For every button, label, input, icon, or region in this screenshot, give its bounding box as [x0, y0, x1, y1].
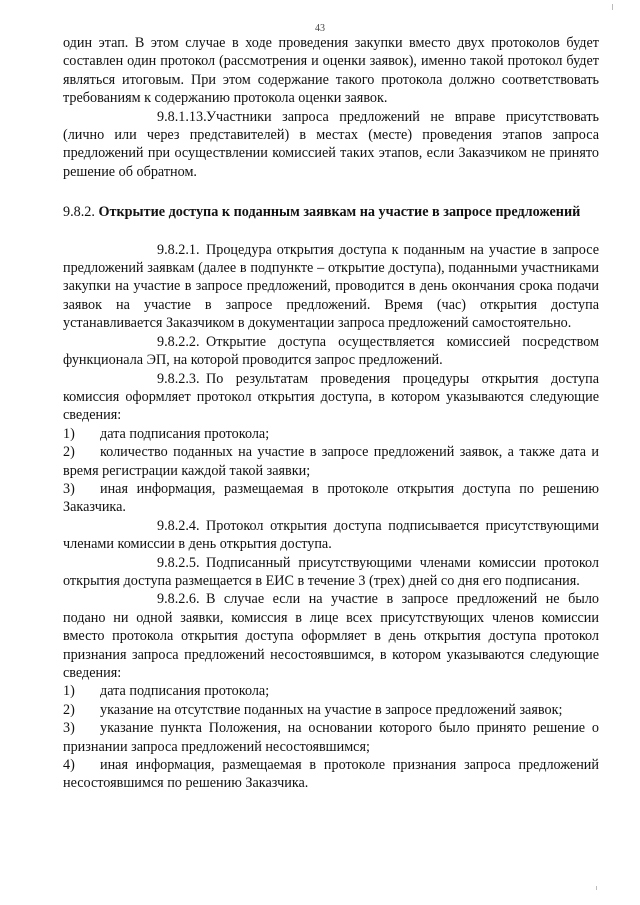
clause-number: 9.8.2.3. [157, 370, 200, 387]
list-item [63, 425, 599, 443]
list-text: указание на отсутствие поданных на участие в запросе предложений заявок; [100, 701, 563, 718]
list-item [63, 480, 599, 517]
paragraph-9-8-2-6 [63, 590, 599, 682]
list-number: 1) [63, 683, 75, 700]
list-text: иная информация, размещаемая в протоколе признания запроса предложений несостоявшимся по решению Заказчика. [63, 757, 599, 792]
list-number: 2) [63, 701, 75, 718]
clause-number: 9.8.1.13. [157, 108, 207, 125]
clause-text: В случае если на участие в запросе предложений не было подано ни одной заявки, комиссия в лице всех присутствующих членов комиссии вместо протокола открытия доступа оформляет в день открытия доступа протокол признания запроса предложений несостоявшимся, в котором указываются следующие сведения: [63, 591, 599, 681]
list-text: указание пункта Положения, на основании которого было принято решение о признании запроса предложений несостоявшимся; [63, 720, 599, 755]
page-number: 43 [315, 23, 325, 34]
paragraph-9-8-2-1 [63, 241, 599, 333]
paragraph-9-8-2-5 [63, 554, 599, 591]
clause-number: 9.8.2.6. [157, 591, 200, 608]
clause-text: Процедура открытия доступа к поданным на участие в запросе предложений заявкам (далее в подпункте – открытие доступа), поданными участниками закупки на участие в запросе предложений, проводится в день окончания срока подачи заявок на участие в запросе предложений. Время (час) открытия доступа устанавливается Заказчиком в документации запроса предложений самостоятельно. [63, 241, 599, 332]
clause-text: Подписанный присутствующими членами комиссии протокол открытия доступа размещается в ЕИС в течение 3 (трех) дней со дня его подписания. [63, 554, 599, 589]
paragraph-continuation: один этап. В этом случае в ходе проведения закупки вместо двух протоколов будет составлен один протокол (рассмотрения и оценки заявок), именно такой протокол будет являться итоговым. При этом содержание такого протокола должно соответствовать требованиям к содержанию протокола оценки заявок. [63, 35, 599, 107]
list-text: количество поданных на участие в запросе предложений заявок, а также дата и время регистрации каждой такой заявки; [63, 444, 599, 479]
clause-text: Протокол открытия доступа подписывается присутствующими членами комиссии в день открытия доступа. [63, 517, 599, 553]
list-text: дата подписания протокола; [100, 425, 270, 442]
clause-number: 9.8.2.1. [157, 241, 200, 258]
paragraph-9-8-2-2 [63, 333, 599, 370]
list-item [63, 443, 599, 480]
clause-text: Участники запроса предложений не вправе присутствовать (лично или через представителей) в местах (месте) проведения этапов запроса предложений при осуществлении комиссией таких этапов, если Заказчиком не принято решение об обратном. [63, 108, 599, 180]
list-number: 1) [63, 425, 75, 442]
clause-text: По результатам проведения процедуры открытия доступа комиссия оформляет протокол открытия доступа, в котором указываются следующие сведения: [63, 370, 599, 424]
list-item [63, 701, 599, 719]
clause-text: Открытие доступа осуществляется комиссией посредством функционала ЭП, на которой проводится запрос предложений. [63, 333, 599, 369]
list-text: дата подписания протокола; [100, 683, 270, 700]
paragraph-9-8-2-3 [63, 370, 599, 425]
list-number: 4) [63, 757, 75, 774]
heading-number: 9.8.2. [63, 204, 95, 221]
scan-mark [596, 886, 597, 890]
clause-number: 9.8.2.4. [157, 517, 200, 534]
list-number: 2) [63, 444, 75, 461]
document-body [63, 34, 599, 793]
list-item [63, 682, 599, 700]
list-text: иная информация, размещаемая в протоколе открытия доступа по решению Заказчика. [63, 480, 599, 516]
list-item [63, 756, 599, 793]
clause-number: 9.8.2.5. [157, 554, 200, 571]
paragraph-9-8-1-13 [63, 108, 599, 182]
list-item [63, 719, 599, 756]
scan-mark [612, 4, 613, 10]
list-number: 3) [63, 480, 75, 497]
paragraph-9-8-2-4 [63, 517, 599, 554]
list-number: 3) [63, 720, 75, 737]
heading-title: Открытие доступа к поданным заявкам на участие в запросе предложений [98, 204, 581, 221]
clause-number: 9.8.2.2. [157, 333, 200, 350]
section-heading [63, 203, 599, 221]
